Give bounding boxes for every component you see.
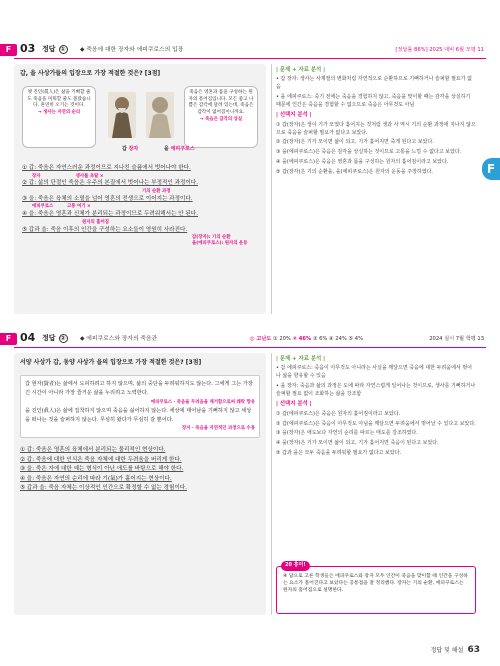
analysis-point: • 갑 장자: 생사는 사계절의 변화처럼 자연적으로 순환하므로 기뻐하거나 슬퍼할 필요가 없음 [276, 76, 473, 91]
choice-explanation: ⑤ 갑과 을은 모두 죽음을 두려워할 필요가 없다고 보았다. [276, 449, 402, 456]
question-text: 갑, 을 사상가들의 입장으로 가장 적절한 것은? [3점] [20, 70, 161, 77]
label-right: 을 에피쿠로스 [164, 146, 195, 152]
choice-explanation: ③ 을(에피쿠로스)은 죽음은 감각을 상실하는 것이므로 고통을 느낄 수 없다고 보았다. [276, 149, 462, 155]
passage-note: 에피쿠로스 · 죽음을 두려움을 제거함으로써 쾌락 향유 [150, 399, 255, 405]
question-topic: ◆ 죽음에 대한 장자와 에피쿠로스의 입장 [80, 47, 184, 53]
option-1[interactable]: ① 갑: 죽음은 자연스러운 과정이므로 지나친 슬픔에서 벗어나야 한다. [22, 165, 191, 171]
choice-explanation: ① 갑(에피쿠로스)은 죽음은 원자의 흩어짐이라고 보았다. [276, 410, 401, 417]
divider [14, 58, 486, 59]
question-topic: ◆ 에피쿠로스와 장자의 죽음관 [80, 336, 158, 342]
option-note: 갑(장자): 기의 순환 [192, 235, 231, 241]
choice-explanation: ⑤ 갑(장자)은 기의 순환을, 을(에피쿠로스)은 원자의 운동을 주장하였다. [276, 168, 434, 175]
answer-number: ① [60, 46, 66, 53]
source-meta: [정답률 86%] 2025 대비 6월 모평 11 [395, 47, 484, 53]
choice-explanation: ② 갑(에피쿠로스)은 죽음이 아무것도 아님을 깨달으면 두려움에서 벗어날 수 있다고 보았다. [276, 420, 476, 427]
choice-explanation: ④ 을(장자)은 기가 모이면 삶이 되고, 기가 흩어지면 죽음이 된다고 보았다. [276, 440, 439, 446]
option-2[interactable]: ② 갑: 죽음에 대한 인식은 죽음 자체에 대한 두려움을 버리게 한다. [20, 456, 182, 463]
portrait-epicurus-icon [146, 92, 174, 138]
option-note: 장자 생사를 초탈 × [32, 173, 104, 179]
option-3[interactable]: ③ 을: 죽음은 육체의 소멸을 넘어 영혼의 전생으로 이어지는 과정이다. [22, 195, 193, 202]
speech-bubble-left [22, 86, 96, 148]
options-list [20, 446, 260, 494]
analysis-point: • 을 장자: 죽음과 삶의 과정은 도에 따라 자연스럽게 일어나는 것이므로, 생사를 기뻐하거나 슬퍼할 필요 없이 조화하는 삶을 강조함 [276, 382, 476, 397]
analysis-point: • 을 에피쿠로스: 죽기 전에는 죽음을 경험하지 않고, 죽음을 맞이할 때는 감각을 상실하기 때문에 인간은 죽음을 경험할 수 없으므로 죽음은 아무것도 아님 [276, 93, 471, 108]
label-left: 갑 장자 [122, 146, 139, 152]
option-1[interactable]: ① 갑: 죽음은 영혼의 육체에서 분리되는 물리적인 현상이다. [20, 447, 166, 454]
question-box [14, 353, 266, 615]
page-number: 63 [467, 644, 480, 655]
footer-label: 정답 및 해설 [430, 646, 464, 654]
section-tab: F [0, 44, 17, 56]
choices-title: | 선택지 분석 | [276, 112, 312, 119]
question-box [14, 64, 266, 314]
chapter-tab: F [482, 158, 500, 180]
analysis-panel [276, 64, 476, 178]
passage-note: 장자 · 죽음을 자연적인 과정으로 수용 [182, 426, 255, 432]
choices-title: | 선택지 분석 | [276, 401, 312, 408]
tip-tag: 20 흥미! [281, 561, 310, 571]
column-divider [271, 353, 272, 615]
speech-bubble-right [184, 86, 258, 148]
analysis-point: • 갑 에피쿠로스: 죽음이 아무것도 아니라는 사실을 깨달으면 죽음에 대한 두려움에서 벗어나 삶을 향유할 수 있음 [276, 365, 473, 380]
analysis-title: | 문제 + 자료 분석 | [276, 67, 326, 73]
bubble-note: → 생사는 자연의 순리 [37, 109, 81, 115]
option-5[interactable]: ⑤ 갑과 을: 죽음 이후의 인간을 구성하는 요소들이 영원히 사라진다. [22, 226, 188, 233]
options-list [22, 164, 260, 247]
column-divider [271, 64, 272, 314]
option-note: 원자의 흩어짐 [82, 219, 109, 225]
tip-box [276, 562, 476, 614]
tip-text: ④ 답으로 고른 학생들은 에피쿠로스와 장자 모두 인간이 죽음을 맞이할 때 인간을 구성하는 요소가 흩어진다고 보았다는 공통점을 잘 정리했다. 장자는 기의 순환, 에피쿠로스는 원자의 흩어짐으로 설명한다. [283, 574, 468, 594]
question-number: 03 [20, 42, 36, 55]
portrait-zhuangzi [108, 92, 136, 138]
option-3[interactable]: ③ 을: 죽은 자에 대한 예는 형식이 아닌 애도를 바탕으로 해야 한다. [20, 466, 184, 473]
choice-explanation: ④ 을(에피쿠로스)은 죽음은 영혼과 몸을 구성하는 원자의 흩어짐이라고 보았다. [276, 158, 449, 165]
portrait-zhuangzi-icon [108, 92, 136, 138]
question-number: 04 [20, 331, 36, 344]
analysis-title: | 문제 + 자료 분석 | [276, 356, 326, 362]
bubble-note: → 죽음은 감각의 상실 [199, 116, 243, 122]
divider [14, 347, 486, 348]
page-footer [431, 644, 480, 656]
option-4[interactable]: ④ 을: 죽음은 영혼과 신체가 분리되는 과정이므로 두려워해서는 안 된다. [22, 211, 198, 218]
bubble-text: 죽음은 영혼과 몸을 구성하는 원자의 흩어짐입니다. 모든 좋고 나쁨은 감각에 달려 있는데, 죽음은 감각이 없어짐이니까요. [188, 90, 254, 115]
passage-box [20, 375, 260, 438]
choice-explanation: ③ 을(장자)은 애도보다 자연의 순리를 따르는 태도를 강조하였다. [276, 430, 418, 437]
bubble-text: 옛 진인(眞人)은 삶을 기뻐할 줄도 죽음을 미워할 줄도 몰랐습니다. 흔연히 오기는 것이다. [27, 90, 91, 109]
answer-stats: ◎ 고난도 ① 20% ② 46% ③ 6% ④ 24% ⑤ 4% [250, 336, 364, 342]
analysis-panel [276, 353, 476, 460]
answer-number: ② [60, 335, 66, 342]
source-meta: 2024 실시 7월 학평 13 [429, 336, 484, 342]
option-4[interactable]: ④ 을: 죽음은 자연의 순리에 따라 기(氣)가 흩어지는 현상이다. [20, 475, 172, 482]
choice-explanation: ② 갑(장자)은 기가 모이면 삶이 되고, 기가 흩어지면 죽게 된다고 보았다. [276, 139, 434, 146]
option-note: 기의 순환 과정 [142, 188, 171, 194]
option-2[interactable]: ② 갑: 삶의 단절인 죽음은 우주의 본질에서 벗어나는 부정적인 과정이다. [22, 180, 198, 187]
option-5[interactable]: ⑤ 갑과 을: 죽음 자체는 이상적인 인간으로 확정할 수 없는 경험이다. [20, 485, 187, 492]
section-tab: F [0, 333, 17, 345]
choice-explanation: ① 갑(장자)은 생이 기가 모였다 흩어지는 것처럼 생과 사 역시 기의 순환 과정에 지나지 않으므로 죽음을 슬퍼할 필요가 없다고 보았다. [276, 121, 476, 136]
passage-paragraph: 을 진인(眞人)은 삶에 집착하지 않으며 죽음을 싫어하지 않는다. 세상에 태어남을 기뻐하지 않고 세상을 떠나는 것을 슬퍼하지 않는다. 무심히 왔다가 무심히 갈 뿐이다. [25, 407, 252, 424]
answer-label: 정답 ② [42, 334, 66, 342]
portrait-epicurus [146, 92, 174, 138]
option-note: 을(에피쿠로스): 원자의 운동 [192, 241, 248, 247]
question-text: 서양 사상가 갑, 동양 사상가 을의 입장으로 가장 적절한 것은? [3점] [20, 359, 202, 366]
answer-label: 정답 ① [42, 45, 66, 53]
option-note: 에피쿠로스 고통 여기 × [32, 204, 91, 210]
passage-paragraph: 갑 현자(賢者)는 삶에서 도피하려고 하지 않으며, 삶의 중단을 두려워하지도 않는다. 그에게 그는 가장 긴 시간이 아니라 가장 즐거운 삶을 누리려고 노력한다. [25, 381, 253, 397]
